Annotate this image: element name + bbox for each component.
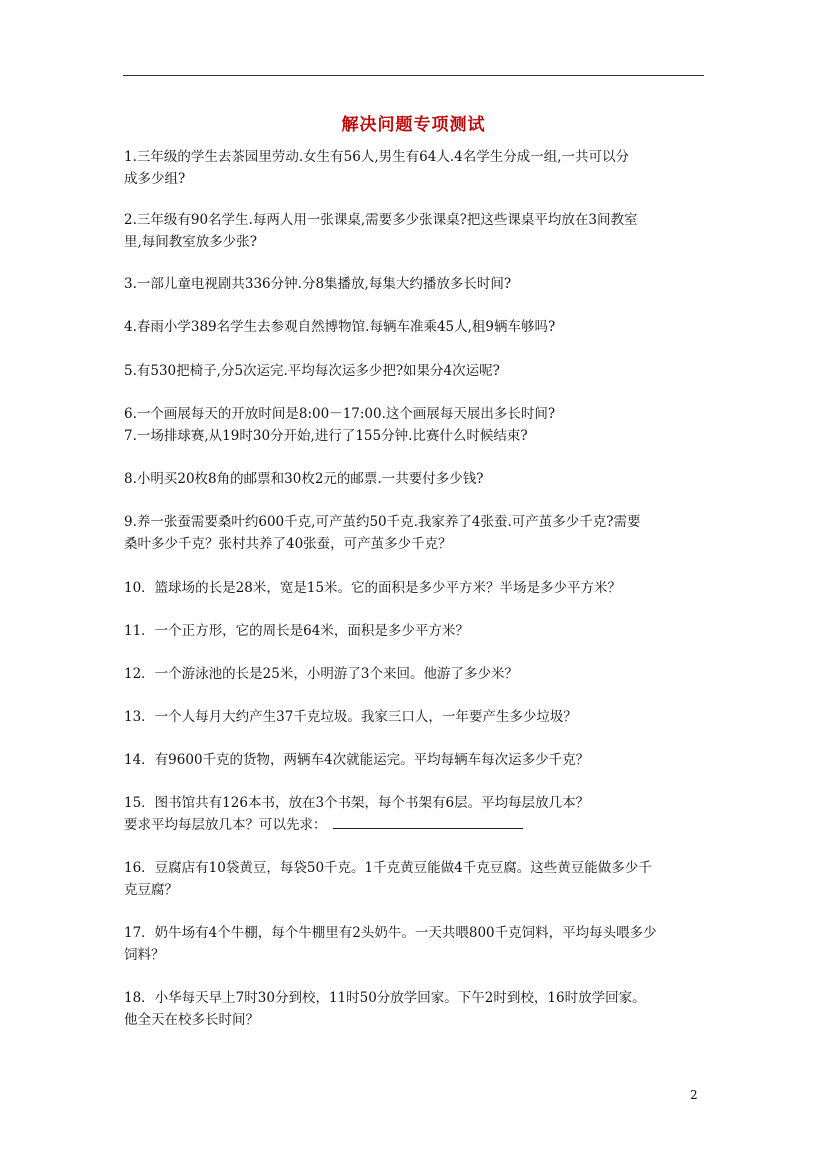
- question-2-line-2: 里,每间教室放多少张?: [124, 234, 258, 250]
- question-7-line-1: 7.一场排球赛,从19时30分开始,进行了155分钟.比赛什么时候结束?: [124, 428, 528, 444]
- page-title: 解决问题专项测试: [341, 115, 486, 135]
- question-15-line-1: 15．图书馆共有126本书，放在3个书架，每个书架有6层。平均每层放几本？: [124, 795, 590, 811]
- question-8-line-1: 8.小明买20枚8角的邮票和30枚2元的邮票.一共要付多少钱?: [124, 471, 484, 487]
- question-5-line-1: 5.有530把椅子,分5次运完.平均每次运多少把?如果分4次运呢?: [124, 363, 500, 379]
- page-number: 2: [690, 1088, 698, 1102]
- question-10: [124, 577, 706, 599]
- question-15-line-2: [124, 814, 706, 836]
- question-14: [124, 749, 706, 771]
- question-12-line-1: 12．一个游泳池的长是25米，小明游了3个来回。他游了多少米？: [124, 666, 518, 682]
- question-17: [124, 922, 706, 966]
- question-12: [124, 663, 706, 685]
- question-17-line-2: 饲料？: [124, 947, 165, 963]
- question-11: [124, 620, 706, 642]
- question-4-line-1: 4.春雨小学389名学生去参观自然博物馆.每辆车准乘45人,租9辆车够吗?: [124, 319, 556, 335]
- question-9-line-2: 桑叶多少千克？张村共养了40张蚕，可产茧多少千克？: [124, 536, 452, 552]
- question-11-line-1: 11．一个正方形，它的周长是64米，面积是多少平方米？: [124, 623, 469, 639]
- question-17-line-1: 17．奶牛场有4个牛棚，每个牛棚里有2头奶牛。一天共喂800千克饲料，平均每头喂多少: [124, 925, 657, 941]
- question-14-line-1: 14．有9600千克的货物，两辆车4次就能运完。平均每辆车每次运多少千克？: [124, 752, 590, 768]
- question-9-line-1: 9.养一张蚕需要桑叶约600千克,可产茧约50千克.我家养了4张蚕.可产茧多少千克?需要: [124, 514, 641, 530]
- question-1: [124, 146, 706, 190]
- question-18: [124, 987, 706, 1031]
- question-5: [124, 360, 706, 382]
- question-15-line-2-text: 要求平均每层放几本？可以先求：: [124, 817, 327, 833]
- question-3: [124, 273, 706, 295]
- question-16: [124, 857, 706, 901]
- question-2-line-1: 2.三年级有90名学生.每两人用一张课桌,需要多少张课桌?把这些课桌平均放在3间教室: [124, 212, 638, 228]
- question-16-line-1: 16．豆腐店有10袋黄豆，每袋50千克。1千克黄豆能做4千克豆腐。这些黄豆能做多少千: [124, 860, 652, 876]
- question-13-line-1: 13．一个人每月大约产生37千克垃圾。我家三口人，一年要产生多少垃圾？: [124, 709, 577, 725]
- question-13: [124, 706, 706, 728]
- answer-blank-line: [333, 814, 523, 829]
- question-2: [124, 209, 706, 253]
- question-1-line-2: 成多少组?: [124, 171, 186, 187]
- question-18-line-1: 18．小华每天早上7时30分到校，11时50分放学回家。下午2时到校，16时放学回家。: [124, 990, 646, 1006]
- header-rule: [123, 75, 704, 76]
- question-8: [124, 468, 706, 490]
- question-18-line-2: 他全天在校多长时间？: [124, 1012, 259, 1028]
- question-1-line-1: 1.三年级的学生去茶园里劳动.女生有56人,男生有64人.4名学生分成一组,一共可以分: [124, 149, 629, 165]
- question-15: [124, 792, 706, 836]
- question-6: [124, 403, 706, 425]
- question-3-line-1: 3.一部儿童电视剧共336分钟.分8集播放,每集大约播放多长时间?: [124, 276, 512, 292]
- question-9: [124, 511, 706, 555]
- question-10-line-1: 10．篮球场的长是28米，宽是15米。它的面积是多少平方米？半场是多少平方米？: [124, 580, 622, 596]
- question-4: [124, 316, 706, 338]
- question-7: [124, 425, 706, 447]
- question-16-line-2: 克豆腐？: [124, 882, 178, 898]
- question-6-line-1: 6.一个画展每天的开放时间是8:00－17:00.这个画展每天展出多长时间?: [124, 406, 556, 422]
